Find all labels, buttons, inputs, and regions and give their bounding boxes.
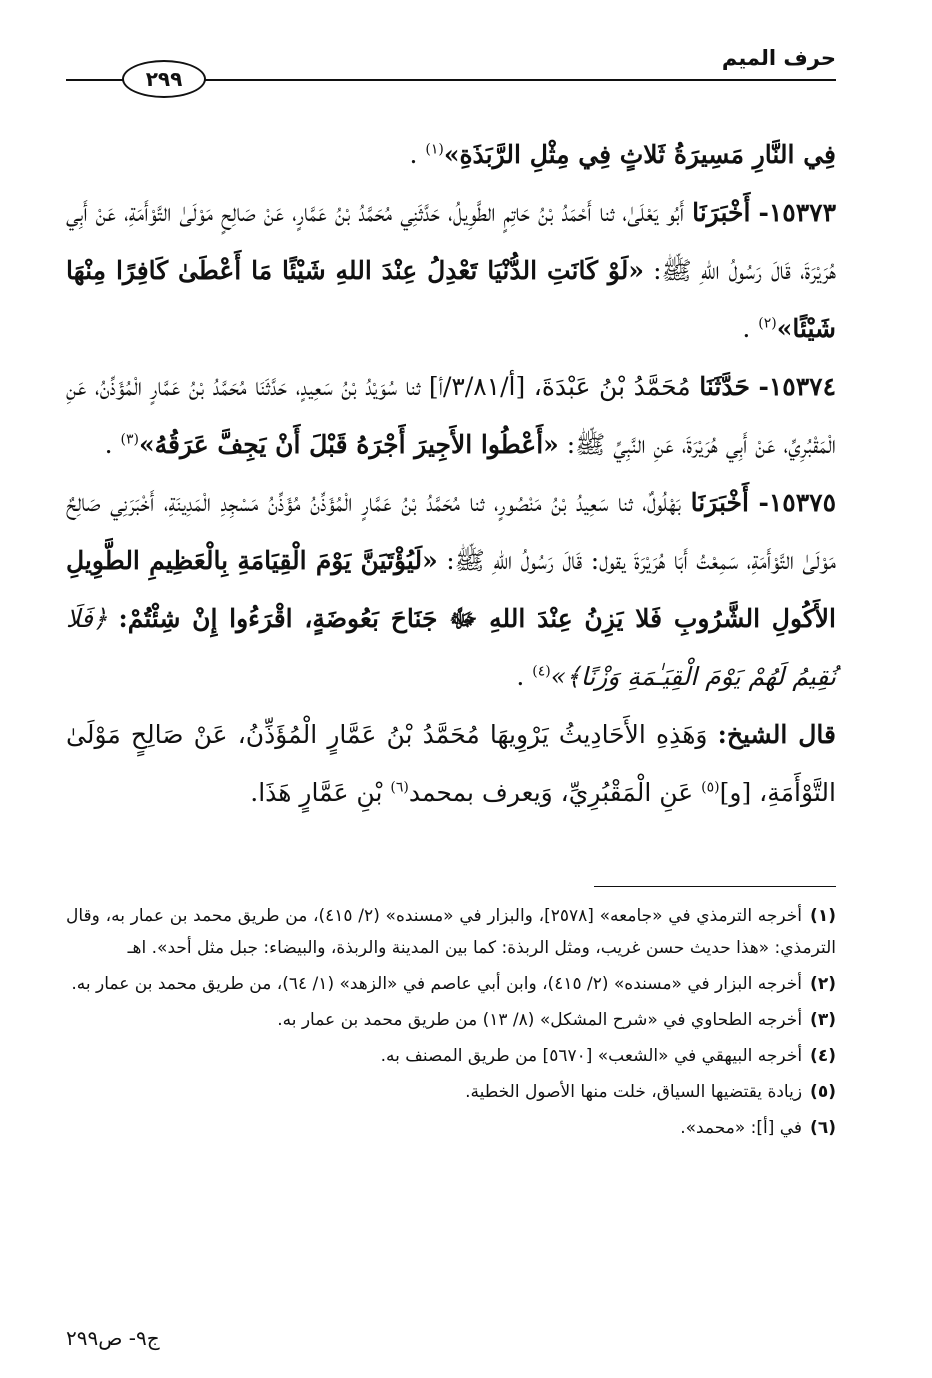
hadith-number: ١٥٣٧٣- bbox=[758, 198, 837, 227]
hadith-number: ١٥٣٧٥- bbox=[758, 488, 836, 517]
footnote-6: (٦)في [أ]: «محمد». bbox=[680, 1118, 836, 1138]
hadith-number: ١٥٣٧٤- bbox=[758, 372, 837, 401]
running-title: حرف الميم bbox=[721, 46, 836, 70]
matn-quote: «لَوْ كَانَتِ الدُّنْيَا تَعْدِلُ عِنْدَ اللهِ شَيْئًا مَا أَعْطَىٰ كَافِرًا مِنْهَا شَيْئًا» bbox=[66, 256, 836, 343]
period: . bbox=[409, 140, 418, 169]
hadith-15373 bbox=[66, 184, 836, 358]
isnad-text: أَبُو يَعْلَىٰ، ثنا أَحْمَدُ بْنُ حَاتِمٍ الطَّوِيلُ، حَدَّثَنِي مُحَمَّدُ بْنُ عَمَّارٍ، عَنْ صَالِحٍ مَوْلَىٰ التَّوْأَمَةِ، عَنْ أَبِي هُرَيْرَةَ، قَالَ رَسُولُ اللهِ ﷺ: bbox=[66, 198, 836, 285]
main-text bbox=[66, 126, 836, 822]
footnote-marker: (٥) bbox=[701, 779, 720, 796]
paragraph-continuation bbox=[66, 126, 836, 184]
hadith-lead: أَخْبَرَنَا bbox=[692, 198, 751, 227]
matn-quote: «لَيُؤْتَيَنَّ يَوْمَ الْقِيَامَةِ بِالْعَظِيمِ الطَّوِيلِ الأَكُولِ الشَّرُوبِ فَلا يَزِنُ عِنْدَ اللهِ ﷻ جَنَاحَ بَعُوضَةٍ، اقْرَءُوا إِنْ شِئْتُمْ: bbox=[66, 546, 836, 633]
sheikh-comment bbox=[66, 706, 836, 822]
footnote-marker: (٦) bbox=[390, 779, 409, 796]
page-header bbox=[66, 44, 836, 92]
footnote-marker: (١) bbox=[425, 141, 444, 158]
footnote-2: (٢)أخرجه البزار في «مسنده» (٢/ ٤١٥)، وابن أبي عاصم في «الزهد» (١/ ٦٤)، من طريق محمد بن عمار به. bbox=[71, 974, 836, 994]
footnote-4: (٤)أخرجه البيهقي في «الشعب» [٥٦٧٠] من طريق المصنف به. bbox=[380, 1046, 836, 1066]
page-number: ٢٩٩ bbox=[122, 60, 206, 98]
period: . bbox=[104, 430, 113, 459]
volume-page-reference: ج٩- ص٢٩٩ bbox=[66, 1326, 160, 1350]
comment-text-2: عَنِ الْمَقْبُرِيِّ، وَيعرف بمحمد bbox=[408, 778, 694, 807]
footnote-3: (٣)أخرجه الطحاوي في «شرح المشكل» (٨/ ١٣) من طريق محمد بن عمار به. bbox=[277, 1010, 836, 1030]
comment-text-1: وَهَذِهِ الأَحَادِيثُ يَرْوِيهَا مُحَمَّدُ بْنُ عَمَّارٍ الْمُؤَذِّنُ، عَنْ صَالِحٍ مَوْلَىٰ التَّوْأَمَةِ، [و] bbox=[66, 720, 836, 807]
footnote-marker: (٤) bbox=[532, 663, 551, 680]
quran-verse: ﴿فَلَا نُقِيمُ لَهُمْ يَوْمَ الْقِيَـٰمَةِ وَزْنًا﴾» bbox=[66, 604, 836, 691]
hadith-lead: حَدَّثَنَا bbox=[699, 372, 750, 401]
footnote-5: (٥)زيادة يقتضيها السياق، خلت منها الأصول الخطية. bbox=[465, 1082, 836, 1102]
period: . bbox=[742, 314, 751, 343]
hadith-15375 bbox=[66, 474, 836, 706]
comment-text-3: بْنِ عَمَّارٍ هَذَا. bbox=[250, 778, 383, 807]
footnote-marker: (٣) bbox=[120, 431, 140, 448]
footnote-separator bbox=[594, 886, 836, 887]
isnad-text: بَهْلُولٌ، ثنا سَعِيدُ بْنُ مَنْصُورٍ، ثنا مُحَمَّدُ بْنُ عَمَّارٍ الْمُؤَذِّنُ مُؤَذِّنُ مَسْجِدِ الْمَدِينَةِ، أَخْبَرَنِي صَالِحٌ مَوْلَىٰ التَّوْأَمَةِ، سَمِعْتُ أَبَا هُرَيْرَةَ يقول: قَالَ رَسُولُ اللهِ ﷺ: bbox=[66, 488, 836, 575]
sheikh-lead: قال الشيخ: bbox=[717, 720, 836, 749]
hadith-15374 bbox=[66, 358, 836, 474]
quote-text: فِي النَّارِ مَسِيرَةُ ثَلاثٍ فِي مِثْلِ الرَّبَذَةِ» bbox=[443, 140, 836, 169]
footnotes bbox=[66, 900, 836, 1148]
footnote-marker: (٢) bbox=[758, 315, 777, 332]
matn-quote: «أَعْطُوا الأَجِيرَ أَجْرَهُ قَبْلَ أَنْ يَجِفَّ عَرَقُهُ» bbox=[139, 430, 559, 459]
isnad-text: مُحَمَّدُ بْنُ عَبْدَةَ، [أ/٣/٨١/أ] ثنا سُوَيْدُ بْنُ سَعِيدٍ، حَدَّثَنَا مُحَمَّدُ بْنُ عَمَّارٍ الْمُؤَذِّنُ، عَنِ الْمَقْبُرِيِّ، عَنْ أَبِي هُرَيْرَةَ، عَنِ النَّبِيِّ ﷺ: bbox=[66, 372, 836, 459]
period: . bbox=[516, 662, 525, 691]
hadith-lead: أَخْبَرَنَا bbox=[690, 488, 749, 517]
footnote-1: (١)أخرجه الترمذي في «جامعه» [٢٥٧٨]، والبزار في «مسنده» (٢/ ٤١٥)، من طريق محمد بن عمار به، وقال الترمذي: «هذا حديث حسن غريب، ومثل الربذة: كما بين المدينة والربذة، والبيضاء: جبل مثل أحد». اهـ bbox=[66, 906, 836, 958]
